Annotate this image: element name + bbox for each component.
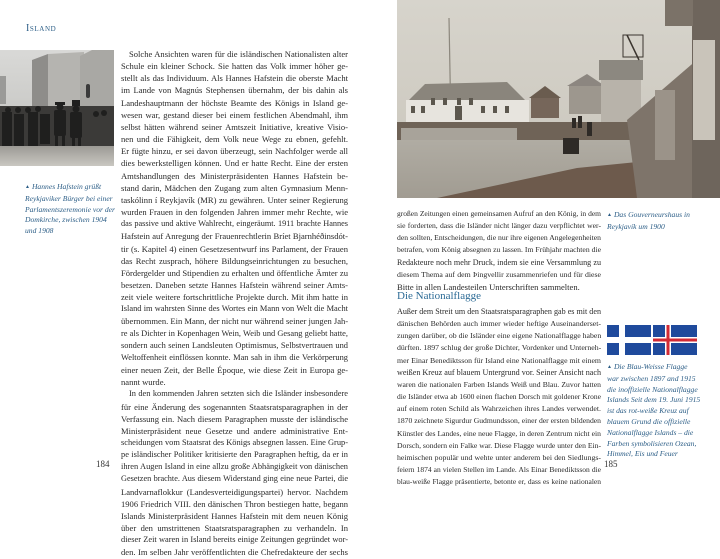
body-line: Islands Ministerpräsident Hannes Hafstein mit dem neuen König bbox=[121, 510, 348, 521]
page-number-left: 184 bbox=[96, 459, 110, 469]
body-line: zungen darüber, ob die Isländer eine eigene Nationalflagge haben bbox=[397, 331, 602, 341]
caption-line: war zwischen 1897 and 1915 bbox=[607, 373, 696, 383]
flag-iceland bbox=[653, 325, 697, 355]
right-page bbox=[360, 0, 720, 487]
body-line: nannt wurde. bbox=[121, 377, 166, 388]
body-line: wesen war, gestand dieser bei einem festlichen Abendmahl, ihm bbox=[121, 109, 348, 120]
body-line: Ministerpräsident neue Gesetze und andere administrative Ent- bbox=[121, 425, 348, 436]
body-line: dänischen Behörden auch immer wieder heftige Auseinanderset- bbox=[397, 319, 601, 329]
body-line: Schule ein kleiner Schock. Sie hatten das Volk immer höher ge- bbox=[121, 61, 348, 72]
flag-blue-white bbox=[607, 325, 651, 355]
caption-line: Islands Seit dem 19. Juni 1915 bbox=[607, 395, 701, 405]
body-line: Redakteure noch mehr Druck, indem sie eine Versammlung zu bbox=[397, 257, 601, 267]
body-line: waren die nationalen Farben Islands Weiß und Blau. Zuvor hatten bbox=[397, 379, 601, 389]
body-line: die Isländer etwa ab 1600 einen flachen Dorsch mit goldener Krone bbox=[397, 392, 601, 402]
caption-line: Farben symbolisieren Ozean, bbox=[607, 438, 697, 448]
body-line: Dorsch, sondern ein Falke war. Diese Flagge wurde unter den Ein- bbox=[397, 440, 601, 450]
page-number-right: 185 bbox=[604, 459, 618, 469]
caption-line: blauem Grund die offizielle bbox=[607, 416, 691, 426]
body-line: Island im wahrsten Sinne des Wortes ein Mann von Welt die Macht bbox=[121, 304, 348, 314]
body-line: übernommen. Ein Mann, der nicht nur während seiner jungen Jah- bbox=[121, 316, 349, 327]
body-line: mer Einar Benediktsson für Island eine Nationalflagge mit einem bbox=[397, 355, 601, 365]
caption-line: die inoffizielle Nationalflagge bbox=[607, 384, 698, 394]
body-line: einer neuen Zeit, der Belle Époque, wie diese Zeit in Europa ge- bbox=[121, 365, 348, 376]
body-line: auf einem roten Schild als Wahrzeichen ihres Landes verwendet. bbox=[397, 404, 601, 414]
body-line: dieser Zeit waren in Island bereits einige Zeitungen gegründet wor- bbox=[121, 535, 348, 545]
caption-line: Reykjavík um 1900 bbox=[607, 221, 665, 231]
body-line: heimischen populär und wehte unter anderem bei den Siedlungs- bbox=[397, 452, 601, 462]
photo-caption-hafstein bbox=[25, 182, 115, 237]
photo-governor-house bbox=[397, 0, 720, 198]
body-line: Landeshauptmann der höchste Beamte des Königs in Island ge- bbox=[121, 97, 348, 108]
triangle-up-icon: ▲ bbox=[607, 365, 612, 370]
flag-red-cross-horizontal bbox=[653, 339, 697, 342]
body-line: re als Dichter in Kopenhagen Wein, Weib und Gesang geliebt hatte, bbox=[121, 328, 348, 338]
body-line: weißen Kreuz auf blauem Untergrund vor. Seiner Ansicht nach bbox=[397, 367, 601, 377]
body-line: Fördergelder und Stipendien zu erhalten und öffentliche Ämter zu bbox=[121, 267, 348, 278]
body-line: Weltoffenheit einflössen konnte. Man sah in ihm die Verkörperung bbox=[121, 352, 348, 362]
body-line: In den kommenden Jahren setzten sich die Isländer insbesondere bbox=[129, 389, 348, 399]
body-line: im Lande von Magnús Stephensen übernahm, der bis dahin als bbox=[121, 85, 348, 96]
body-line: nen und die Fähigkeit, dem Volk neue Wege zu ebnen, gefehlt. bbox=[121, 134, 348, 145]
left-page bbox=[0, 0, 360, 558]
body-line: den. Im selben Jahr veröffentlichten die Chefredakteure der sechs bbox=[121, 547, 348, 558]
caption-line: Domkirche, zwischen 1904 bbox=[25, 215, 107, 225]
caption-line: Hannes Hafstein grüßt bbox=[31, 182, 102, 191]
body-line: zeit viele weitere fortschrittliche Projekte durch. Mit ihm hatte in bbox=[121, 292, 348, 303]
body-line: sie forderten, dass die Isländer nicht länger dazu verpflichtet wer- bbox=[397, 221, 601, 231]
body-line: sondern auch seinen Landsleuten Optimismus, Selbstvertrauen und bbox=[121, 340, 348, 350]
body-line: Bitte in allen Landesteilen Unterschriften sammelten. bbox=[397, 281, 580, 292]
caption-line: Nationalflagge Islands – die bbox=[607, 427, 694, 437]
body-line: das Recht zusprach, höhere Bildungseinrichtungen zu besuchen, bbox=[121, 255, 348, 266]
section-heading-nationalflagge: Die Nationalflagge bbox=[397, 290, 481, 302]
body-line: scheidungen vom Staatsrat des Königs absegnen lassen. Eine Grup- bbox=[121, 438, 348, 447]
body-line: stand darin, Mädchen den Zugang zum alten Gymnasium Menn- bbox=[121, 182, 348, 193]
body-line: großen Zeitungen einen gemeinsamen Aufruf an den König, in dem bbox=[397, 209, 601, 218]
body-line: dies bewerkstelligen können. Und er hatte Recht. Eine der ersten bbox=[121, 158, 348, 169]
body-line: Gesetzen brachte. Aus diesem Widerstand ging eine neue Partei, die bbox=[121, 474, 348, 484]
body-line: selbst hätten während seiner Amtszeit Initiative, kreative Visio- bbox=[121, 121, 348, 132]
body-line: blau-weiße Flagge präsentierte, betonte er, dass es keine nationalen bbox=[397, 477, 601, 487]
body-line: über den umstrittenen Staatsratsparagraphen zu verhandeln. In bbox=[121, 523, 348, 534]
body-line: feiern 1874 an vielen Stellen im Lande. Als Einar Benediktsson die bbox=[397, 465, 601, 475]
body-line: taskólinn í Reykjavík (MR) zu gewähren. Unter seiner Regierung bbox=[121, 194, 348, 205]
body-line: ihren Augen Island in eine allzu große Abhängigkeit von dänischen bbox=[121, 462, 348, 472]
body-line: Amtshandlungen des Ministerpräsidenten Hannes Hafstein be- bbox=[121, 170, 348, 181]
body-line: tir (s. Kapitel 4) einen Gesetzesentwurf ins Parlament, der Frauen bbox=[121, 243, 348, 254]
body-line: das passive und aktive Wahlrecht, eingeräumt. 1911 brachte Hannes bbox=[121, 219, 348, 229]
flag-white-cross-horizontal bbox=[607, 337, 651, 343]
photo-governor-house-image bbox=[397, 0, 720, 198]
body-line: den sollten, Entscheidungen, die nur ihre eigenen Angelegenheiten bbox=[397, 233, 601, 243]
body-line: besetzen. Daneben setzte Hannes Hafstein während seiner Amts- bbox=[121, 279, 348, 290]
body-line: Landvarnaflokkur (Landesverteidigungspartei) hervor. Nachdem bbox=[121, 486, 348, 497]
photo-hafstein-ceremony bbox=[0, 50, 114, 166]
body-line: für eine Änderung des sogenannten Staatsratsparagraphen in der bbox=[121, 401, 348, 412]
flag-caption bbox=[607, 362, 720, 460]
body-line: 1906 Friedrich VIII. den dänischen Thron bestiegen hatte, begann bbox=[121, 498, 348, 509]
caption-line: und 1908 bbox=[25, 226, 54, 236]
caption-line: Das Gouverneurshaus in bbox=[613, 210, 690, 219]
caption-line: Reykjaviker Bürger bei einer bbox=[25, 193, 113, 203]
caption-line: ist das rot-weiße Kreuz auf bbox=[607, 406, 689, 416]
body-line: Künstler des Landes, eine neue Flagge, in deren Zentrum nicht ein bbox=[397, 428, 601, 438]
right-body-text-bottom bbox=[397, 306, 601, 488]
running-head: Island bbox=[26, 23, 57, 34]
body-line: Hafstein auf Anregung der Frauenrechtlerin Bríet Bjarnhéðinsdót- bbox=[121, 231, 348, 242]
body-line: Verfassung ein. Nach diesem Paragraphen musste der isländische bbox=[121, 413, 348, 424]
body-line: Er fügte hinzu, er sei davon überzeugt, sein Nachfolger werde all bbox=[121, 146, 348, 157]
body-line: dürften. 1897 schlug der große Dichter, Vordenker und Unterneh- bbox=[397, 343, 602, 353]
body-line: Solche Ansichten waren für die isländischen Nationalisten alter bbox=[129, 49, 348, 59]
left-body-text bbox=[121, 48, 348, 559]
body-line: Außer dem Streit um den Staatsratsparagraphen gab es mit den bbox=[397, 307, 601, 316]
body-line: pe isländischer Politiker kritisierte den Paragraphen heftig, da er in bbox=[121, 450, 348, 460]
caption-line: Himmel, Eis und Feuer bbox=[607, 449, 678, 459]
caption-line: Parlamentszeremonie vor der bbox=[25, 204, 115, 214]
body-line: diesem Thema auf dem Þingvellir zusammenriefen und für diese bbox=[397, 269, 601, 279]
body-line: stellt als das Individuum. Als Hannes Hafstein die oberste Macht bbox=[121, 73, 348, 84]
body-line: wurden Frauen in den folgenden Jahren immer mehr Rechte, wie bbox=[121, 207, 348, 218]
photo-hafstein-ceremony-image bbox=[0, 50, 114, 166]
triangle-up-icon: ▲ bbox=[607, 213, 612, 218]
right-body-text-top bbox=[397, 208, 601, 293]
photo-caption-governor-house bbox=[607, 210, 720, 233]
triangle-up-icon: ▲ bbox=[25, 185, 30, 190]
body-line: betrafen, vom König absegnen zu lassen. Im Frühjahr machten die bbox=[397, 245, 601, 255]
caption-line: Die Blau-Weisse Flagge bbox=[613, 362, 688, 371]
body-line: 1870 zeichnete Sigurdur Gudmundsson, einer der ersten bildenden bbox=[397, 416, 601, 426]
